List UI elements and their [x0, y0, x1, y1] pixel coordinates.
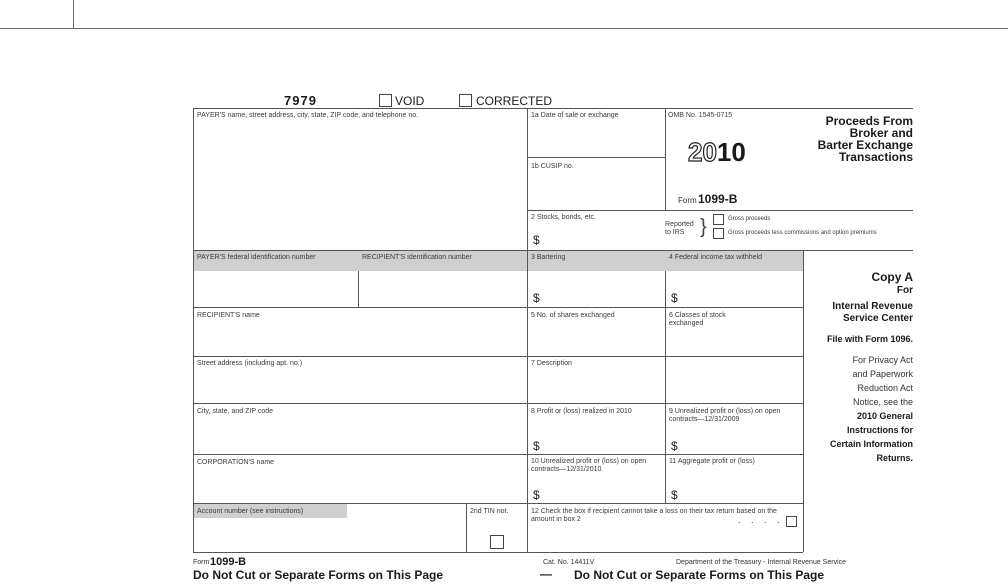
line-1b-2 [527, 210, 913, 211]
omb-number: OMB No. 1545-0715 [668, 112, 733, 119]
box-3-dollar: $ [533, 291, 540, 305]
recipient-name-field[interactable] [195, 322, 525, 354]
tin-checkbox[interactable] [490, 535, 504, 549]
notice-line-2: and Paperwork [852, 369, 913, 379]
box-6-label: 6 Classes of stock exchanged [669, 312, 726, 327]
recipient-name-label: RECIPIENT'S name [197, 312, 260, 319]
recipient-id-field[interactable] [360, 272, 525, 305]
copy-a-for: For [896, 285, 913, 296]
form-word: Form [678, 196, 697, 205]
line-row-10 [193, 454, 803, 455]
brace-icon: } [700, 216, 707, 238]
void-label: VOID [395, 94, 425, 108]
box-8-dollar: $ [533, 439, 540, 453]
form-top-border [193, 108, 913, 109]
tin-label: 2nd TIN not. [470, 508, 509, 515]
top-strip-divider [73, 0, 74, 28]
line-row-7 [193, 356, 803, 357]
payer-id-label: PAYER'S federal identification number [197, 254, 316, 261]
box-9-field[interactable] [678, 428, 800, 452]
form-bottom-border [193, 552, 803, 553]
recipient-id-label: RECIPIENT'S identification number [362, 254, 472, 261]
box-2-label: 2 Stocks, bonds, etc. [531, 214, 596, 221]
title-line-2: Broker and [849, 126, 913, 140]
box-8-field[interactable] [540, 428, 662, 452]
account-label: Account number (see instructions) [197, 508, 304, 515]
city-field[interactable] [195, 418, 525, 452]
instr-line-4: Returns. [876, 453, 913, 463]
instr-line-2: Instructions for [846, 425, 913, 435]
box-5-label: 5 No. of shares exchanged [531, 312, 615, 319]
copy-a-notice [806, 353, 913, 409]
notice-line-1: For Privacy Act [852, 355, 913, 365]
tin-col-divider [466, 503, 467, 552]
box-11-field[interactable] [678, 478, 800, 501]
form-code: 7979 [284, 93, 317, 108]
col-divider-right [803, 250, 804, 552]
box-9-label: 9 Unrealized profit or (loss) on open contracts—12/31/2009 [669, 408, 781, 423]
footer-warning-left: Do Not Cut or Separate Forms on This Page [193, 568, 444, 582]
col-divider-left [527, 108, 528, 552]
line-row-5 [193, 307, 803, 308]
box-3-field[interactable] [540, 272, 662, 305]
gross-proceeds-checkbox[interactable] [713, 214, 724, 225]
box-12-leader: . . . . [738, 515, 784, 525]
box-11-label: 11 Aggregate profit or (loss) [669, 458, 755, 465]
void-checkbox[interactable] [379, 94, 392, 107]
line-1a-1b [527, 157, 665, 158]
box-4-dollar: $ [671, 291, 678, 305]
footer-dash: — [540, 567, 552, 581]
corrected-checkbox[interactable] [459, 94, 472, 107]
street-field[interactable] [195, 370, 525, 401]
payer-name-field[interactable] [195, 125, 525, 247]
title-line-4: Transactions [838, 150, 913, 164]
box-4-label: 4 Federal income tax withheld [669, 254, 762, 261]
box-1b-field[interactable] [529, 175, 663, 208]
notice-line-4: Notice, see the [852, 397, 913, 407]
to-irs-label: to IRS [665, 229, 685, 236]
box-10-field[interactable] [540, 478, 662, 501]
form-name: 1099-B [698, 192, 738, 206]
copy-a-block [806, 270, 913, 465]
copy-a-title: Copy A [871, 270, 913, 284]
title-line-3: Barter Exchange [817, 138, 913, 152]
corp-name-label: CORPORATION'S name [197, 459, 275, 466]
box-7-field[interactable] [529, 370, 801, 401]
city-label: City, state, and ZIP code [197, 408, 274, 415]
footer-cat-no: Cat. No. 14411V [543, 559, 595, 566]
box-6-field[interactable] [667, 330, 801, 354]
account-field[interactable] [195, 520, 463, 550]
gross-less-label: Gross proceeds less commissions and option premiums [728, 230, 877, 236]
payer-name-label: PAYER'S name, street address, city, state, ZIP code, and telephone no. [197, 112, 419, 119]
box-1a-field[interactable] [529, 124, 663, 155]
copy-a-instructions [806, 409, 913, 465]
gross-less-checkbox[interactable] [713, 228, 724, 239]
box-10-label: 10 Unrealized profit or (loss) on open contracts—12/31/2010 [531, 458, 647, 473]
tax-year [688, 138, 746, 166]
tax-year-outline: 20 [688, 137, 717, 167]
footer-form-word: Form [193, 559, 210, 566]
street-label: Street address (including apt. no.) [197, 360, 303, 367]
box-3-label: 3 Bartering [531, 254, 566, 261]
box-5-field[interactable] [529, 322, 663, 354]
box-12-label: 12 Check the box if recipient cannot take a loss on their tax return based on the amount in box 2 [531, 508, 777, 523]
form-title [760, 115, 913, 163]
box-1a-label: 1a Date of sale or exchange [531, 112, 619, 119]
box-2-field[interactable] [540, 230, 660, 248]
reported-label: Reported [665, 221, 694, 228]
footer-form-name: 1099-B [210, 556, 247, 568]
instr-line-3: Certain Information [829, 439, 913, 449]
omb-col-divider [665, 108, 666, 210]
footer-dept: Department of the Treasury - Internal Revenue Service [676, 559, 847, 566]
footer-warning-right: Do Not Cut or Separate Forms on This Page [574, 568, 825, 582]
box-2-dollar: $ [533, 233, 540, 247]
box-11-dollar: $ [671, 488, 678, 502]
copy-a-file-with: File with Form 1096. [826, 334, 913, 344]
form-left-border [193, 108, 194, 552]
gross-proceeds-label: Gross proceeds [728, 216, 771, 222]
box-1b-label: 1b CUSIP no. [531, 163, 574, 170]
notice-line-3: Reduction Act [857, 383, 913, 393]
top-strip [0, 0, 1008, 29]
line-row-8 [193, 403, 803, 404]
payer-id-field[interactable] [195, 272, 356, 305]
corrected-label: CORRECTED [476, 94, 553, 108]
box-8-label: 8 Profit or (loss) realized in 2010 [531, 408, 632, 415]
copy-a-irs-1: Internal Revenue [832, 301, 913, 312]
title-line-1: Proceeds From [825, 114, 913, 128]
box-10-dollar: $ [533, 488, 540, 502]
instr-line-1: 2010 General [856, 411, 913, 421]
tax-year-bold: 10 [716, 137, 746, 167]
box-7-label: 7 Description [531, 360, 572, 367]
copy-a-irs-2: Service Center [842, 313, 913, 324]
box-9-dollar: $ [671, 439, 678, 453]
box-12-checkbox[interactable] [786, 516, 797, 527]
box-4-field[interactable] [678, 272, 800, 305]
corp-name-field[interactable] [195, 469, 525, 501]
